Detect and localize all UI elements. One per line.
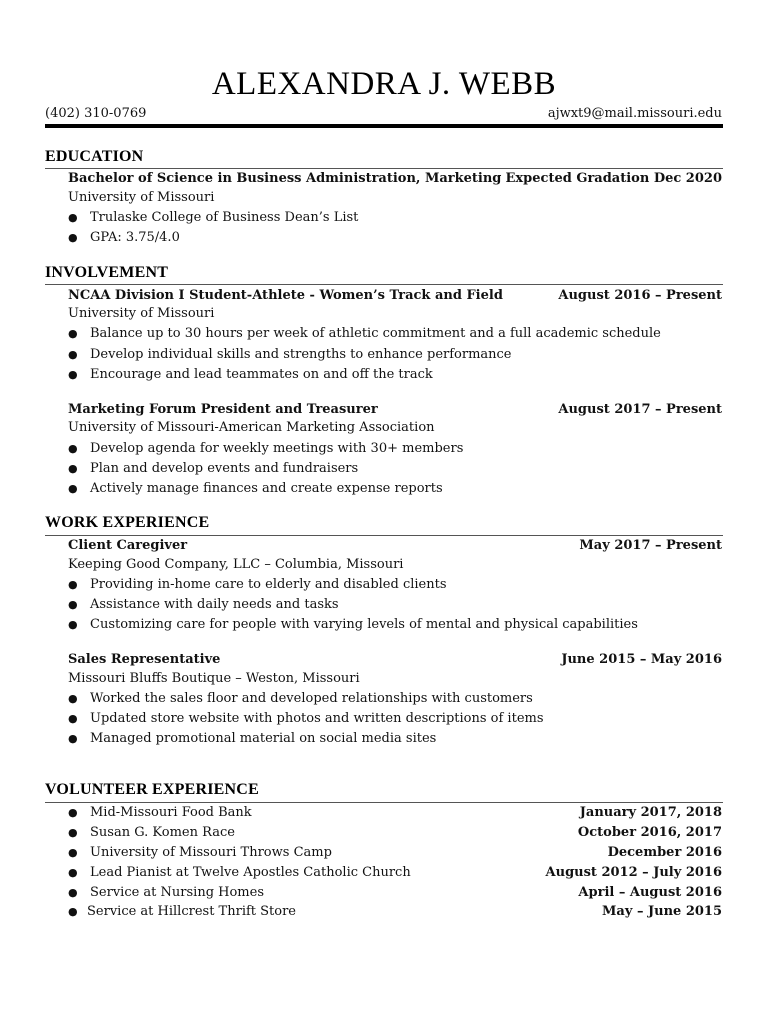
email-address: ajwxt9@mail.missouri.edu: [547, 106, 722, 121]
volunteer-name: Susan G. Komen Race: [90, 825, 235, 840]
degree-title: Bachelor of Science in Business Administration, Marketing: [68, 171, 502, 186]
education-heading: EDUCATION: [45, 148, 144, 165]
education-degree-row: [68, 169, 722, 189]
role-date: August 2016 – Present: [558, 288, 722, 303]
bullet-icon: ●: [68, 327, 78, 340]
bullet-icon: ●: [68, 866, 78, 879]
list-item: ● Worked the sales floor and developed relationships with customers: [68, 689, 533, 709]
volunteer-item: [68, 803, 722, 823]
bullet-icon: ●: [68, 618, 78, 631]
header-divider: [45, 124, 723, 128]
volunteer-date: October 2016, 2017: [577, 825, 722, 840]
organization-name: University of Missouri-American Marketing Association: [68, 420, 435, 435]
list-item: ● GPA: 3.75/4.0: [68, 228, 180, 248]
list-item: ● Plan and develop events and fundraisers: [68, 459, 358, 479]
list-item: ● Customizing care for people with varying levels of mental and physical capabilities: [68, 615, 638, 635]
bullet-icon: ●: [68, 712, 78, 725]
organization-name: University of Missouri: [68, 306, 215, 321]
education-school-row: [68, 188, 722, 208]
bullet-icon: ●: [68, 368, 78, 381]
job-title: Sales Representative: [68, 652, 221, 667]
list-item: ● Updated store website with photos and written descriptions of items: [68, 709, 544, 729]
work-heading: WORK EXPERIENCE: [45, 514, 210, 531]
volunteer-date: August 2012 – July 2016: [545, 865, 722, 880]
volunteer-name: Service at Nursing Homes: [90, 885, 265, 900]
volunteer-name: Mid-Missouri Food Bank: [90, 805, 252, 820]
volunteer-item: [68, 883, 722, 903]
bullet-icon: ●: [68, 348, 78, 361]
bullet-icon: ●: [68, 905, 78, 918]
involvement-divider: [45, 284, 723, 285]
list-item: ● Trulaske College of Business Dean’s List: [68, 208, 358, 228]
list-item: ● Managed promotional material on social media sites: [68, 729, 436, 749]
list-item: ● Balance up to 30 hours per week of athletic commitment and a full academic schedule: [68, 324, 661, 344]
employer-name: Missouri Bluffs Boutique – Weston, Missouri: [68, 671, 360, 686]
volunteer-item: [68, 863, 722, 883]
list-item: ● Actively manage finances and create expense reports: [68, 479, 443, 499]
bullet-icon: ●: [68, 442, 78, 455]
bullet-icon: ●: [68, 462, 78, 475]
work-org-row: [68, 555, 722, 575]
role-title: NCAA Division I Student-Athlete - Women’s Track and Field: [68, 288, 503, 303]
applicant-name: ALEXANDRA J. WEBB: [211, 66, 557, 102]
role-date: August 2017 – Present: [558, 402, 722, 417]
bullet-icon: ●: [68, 846, 78, 859]
bullet-icon: ●: [68, 886, 78, 899]
bullet-icon: ●: [68, 578, 78, 591]
job-date: May 2017 – Present: [579, 538, 722, 553]
work-entry-header: [68, 650, 722, 670]
volunteer-item: [68, 823, 722, 843]
employer-name: Keeping Good Company, LLC – Columbia, Missouri: [68, 557, 404, 572]
bullet-icon: ●: [68, 732, 78, 745]
volunteer-date: January 2017, 2018: [579, 805, 722, 820]
involvement-org-row: [68, 418, 722, 438]
volunteer-date: May – June 2015: [602, 904, 722, 919]
volunteer-item: [68, 843, 722, 863]
list-item: ● Encourage and lead teammates on and off the track: [68, 365, 433, 385]
graduation-date: Expected Gradation Dec 2020: [505, 171, 722, 186]
list-item: ● Develop agenda for weekly meetings with 30+ members: [68, 439, 463, 459]
involvement-entry-header: [68, 400, 722, 420]
volunteer-item: [68, 902, 722, 922]
volunteer-date: April – August 2016: [578, 885, 722, 900]
involvement-heading: INVOLVEMENT: [45, 264, 169, 281]
phone-number: (402) 310-0769: [45, 106, 147, 121]
volunteer-name: Lead Pianist at Twelve Apostles Catholic Church: [90, 865, 411, 880]
bullet-icon: ●: [68, 598, 78, 611]
job-date: June 2015 – May 2016: [561, 652, 722, 667]
bullet-icon: ●: [68, 231, 78, 244]
involvement-org-row: [68, 304, 722, 324]
school-name: University of Missouri: [68, 190, 215, 205]
bullet-icon: ●: [68, 211, 78, 224]
volunteer-name: Service at Hillcrest Thrift Store: [87, 904, 297, 919]
list-item: ● Develop individual skills and strengths to enhance performance: [68, 345, 512, 365]
work-org-row: [68, 669, 722, 689]
volunteer-name: University of Missouri Throws Camp: [90, 845, 332, 860]
bullet-icon: ●: [68, 482, 78, 495]
job-title: Client Caregiver: [68, 538, 188, 553]
volunteer-heading: VOLUNTEER EXPERIENCE: [45, 781, 259, 798]
list-item: ● Providing in-home care to elderly and disabled clients: [68, 575, 447, 595]
list-item: ● Assistance with daily needs and tasks: [68, 595, 339, 615]
bullet-icon: ●: [68, 692, 78, 705]
role-title: Marketing Forum President and Treasurer: [68, 402, 378, 417]
bullet-icon: ●: [68, 826, 78, 839]
involvement-entry-header: [68, 286, 722, 306]
bullet-icon: ●: [68, 806, 78, 819]
work-entry-header: [68, 536, 722, 556]
volunteer-date: December 2016: [607, 845, 722, 860]
